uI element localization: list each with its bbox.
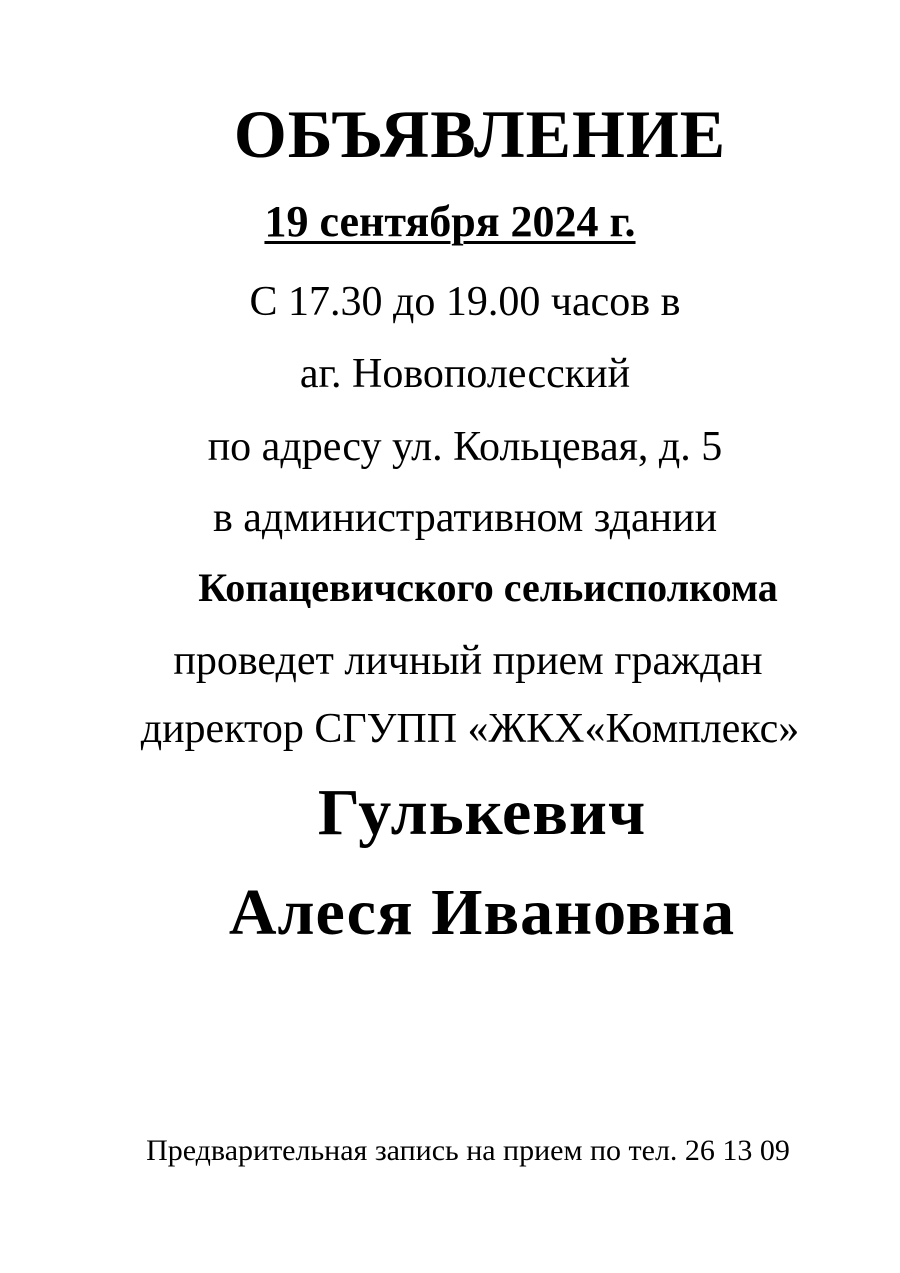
position-line: директор СГУПП «ЖКХ«Комплекс»: [140, 706, 800, 752]
announcement-title: ОБЪЯВЛЕНИЕ: [233, 96, 727, 172]
address-line: по адресу ул. Кольцевая, д. 5: [207, 424, 723, 470]
building-line: в административном здании: [212, 495, 718, 541]
place-line: аг. Новополесский: [299, 351, 631, 397]
time-line: С 17.30 до 19.00 часов в: [249, 279, 681, 325]
person-given-names: Алеся Ивановна: [228, 876, 736, 949]
person-surname: Гулькевич: [317, 776, 647, 849]
organization-line: Копацевичского сельисполкома: [198, 565, 778, 610]
announcement-date: 19 сентября 2024 г.: [264, 197, 636, 246]
action-line: проведет личный прием граждан: [173, 638, 763, 684]
announcement-date-line: [0, 197, 900, 246]
footer-note: Предварительная запись на прием по тел. 26 13 09: [146, 1134, 790, 1167]
